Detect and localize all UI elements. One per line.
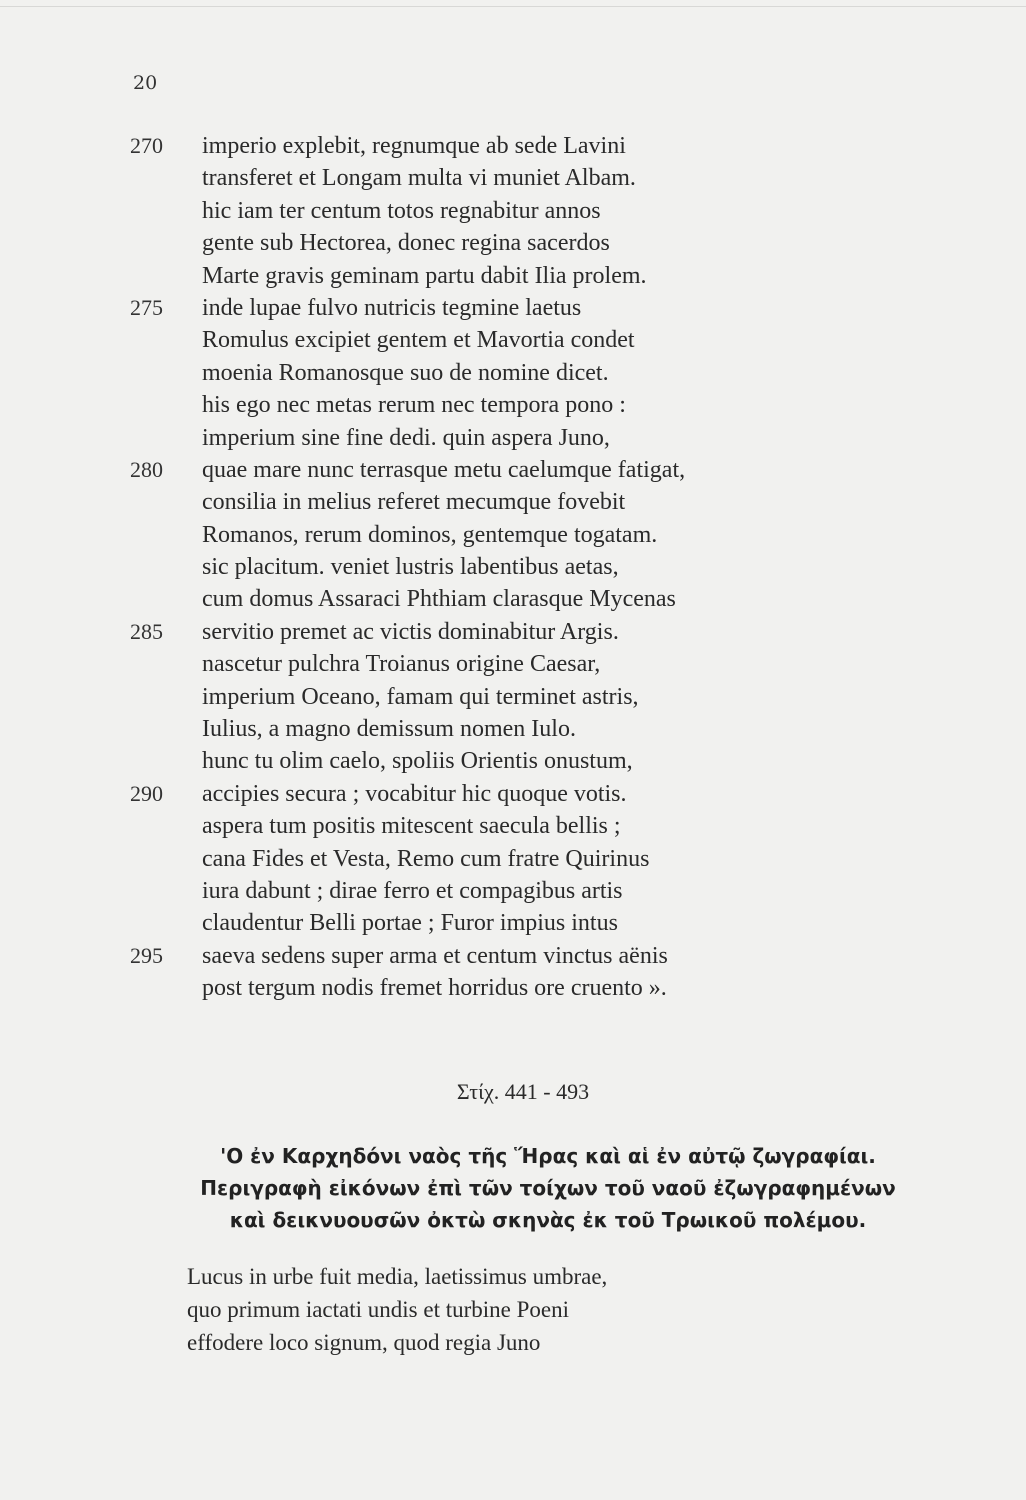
heading-line: καὶ δεικνυουσῶν ὀκτὼ σκηνὰς ἐκ τοῦ Τρωικοῦ πολέμου.: [229, 1208, 867, 1232]
verse-text: accipies secura ; vocabitur hic quoque votis.: [202, 780, 627, 807]
verse-text: moenia Romanosque suo de nomine dicet.: [202, 359, 609, 386]
verse-text: aspera tum positis mitescent saecula bellis ;: [202, 813, 621, 840]
page-top-edge: [0, 0, 1026, 7]
verse-text: Romanos, rerum dominos, gentemque togatam.: [202, 521, 658, 548]
verse-line: [130, 940, 890, 972]
verse-line: [130, 907, 890, 939]
verse-line: [130, 519, 890, 551]
passage-line: Lucus in urbe fuit media, laetissimus umbrae,: [187, 1264, 608, 1289]
verse-text: quae mare nunc terrasque metu caelumque fatigat,: [202, 456, 686, 483]
verse-line: [130, 972, 890, 1004]
verse-line: [130, 778, 890, 810]
verse-line: [130, 681, 890, 713]
verse-line: [130, 422, 890, 454]
verse-text: servitio premet ac victis dominabitur Argis.: [202, 618, 619, 645]
verse-text: consilia in melius referet mecumque fovebit: [202, 489, 626, 516]
line-number: 275: [130, 294, 163, 320]
passage-line: quo primum iactati undis et turbine Poeni: [187, 1297, 569, 1322]
verse-line: [130, 810, 890, 842]
verse-line: [130, 389, 890, 421]
page-number: 20: [133, 72, 158, 94]
verse-text: Marte gravis geminam partu dabit Ilia prolem.: [202, 262, 647, 289]
text-passage: [187, 1260, 907, 1359]
verse-line: [130, 324, 890, 356]
verse-text: cum domus Assaraci Phthiam clarasque Mycenas: [202, 586, 676, 613]
line-number: 270: [130, 133, 163, 158]
verse-citation: Στίχ. 441 - 493: [456, 1079, 590, 1104]
verse-text: Iulius, a magno demissum nomen Iulo.: [202, 716, 576, 743]
verse-line: [130, 130, 890, 162]
verse-line: [130, 551, 890, 583]
verse-text: his ego nec metas rerum nec tempora pono :: [202, 392, 626, 419]
line-number: 285: [130, 618, 163, 644]
verse-line: [130, 745, 890, 777]
verse-line: [130, 843, 890, 875]
line-number: 280: [130, 456, 163, 482]
verse-line: [130, 162, 890, 194]
verse-line: [130, 713, 890, 745]
verse-line: [130, 875, 890, 907]
verse-text: post tergum nodis fremet horridus ore cruento ».: [202, 975, 667, 1002]
verse-line: [130, 292, 890, 324]
verse-line: [130, 195, 890, 227]
passage-line: effodere loco signum, quod regia Juno: [187, 1330, 541, 1355]
line-number: 295: [130, 942, 163, 968]
verse-text: hic iam ter centum totos regnabitur annos: [202, 197, 601, 224]
verse-line: [130, 583, 890, 615]
verse-text: Romulus excipiet gentem et Mavortia condet: [202, 327, 635, 354]
verse-text: saeva sedens super arma et centum vinctus aënis: [202, 942, 668, 969]
heading-line: 'Ο ἐν Καρχηδόνι ναὸς τῆς Ἥρας καὶ αἱ ἐν αὐτῷ ζωγραφίαι.: [220, 1144, 876, 1168]
verse-line: [130, 454, 890, 486]
line-number: 290: [130, 780, 163, 806]
verse-line: [130, 260, 890, 292]
verse-text: inde lupae fulvo nutricis tegmine laetus: [202, 294, 582, 321]
verse-text: nascetur pulchra Troianus origine Caesar,: [202, 651, 601, 678]
verse-text: imperium sine fine dedi. quin aspera Juno,: [202, 424, 610, 451]
section-heading: [118, 1140, 978, 1236]
verse-line: [130, 648, 890, 680]
verse-text: imperio explebit, regnumque ab sede Lavini: [202, 133, 626, 159]
verse-text: claudentur Belli portae ; Furor impius intus: [202, 910, 618, 937]
verse-line: [130, 486, 890, 518]
verse-text: gente sub Hectorea, donec regina sacerdos: [202, 230, 610, 257]
verse-block: [130, 130, 890, 1005]
verse-line: [130, 227, 890, 259]
heading-line: Περιγραφὴ εἰκόνων ἐπὶ τῶν τοίχων τοῦ ναοῦ ἐζωγραφημένων: [200, 1176, 896, 1200]
verse-text: imperium Oceano, famam qui terminet astris,: [202, 683, 639, 710]
verse-text: sic placitum. veniet lustris labentibus aetas,: [202, 554, 619, 581]
verse-line: [130, 616, 890, 648]
verse-text: transferet et Longam multa vi muniet Albam.: [202, 165, 636, 192]
verse-text: hunc tu olim caelo, spoliis Orientis onustum,: [202, 748, 633, 775]
verse-text: iura dabunt ; dirae ferro et compagibus artis: [202, 877, 623, 904]
verse-line: [130, 357, 890, 389]
verse-text: cana Fides et Vesta, Remo cum fratre Quirinus: [202, 845, 650, 872]
